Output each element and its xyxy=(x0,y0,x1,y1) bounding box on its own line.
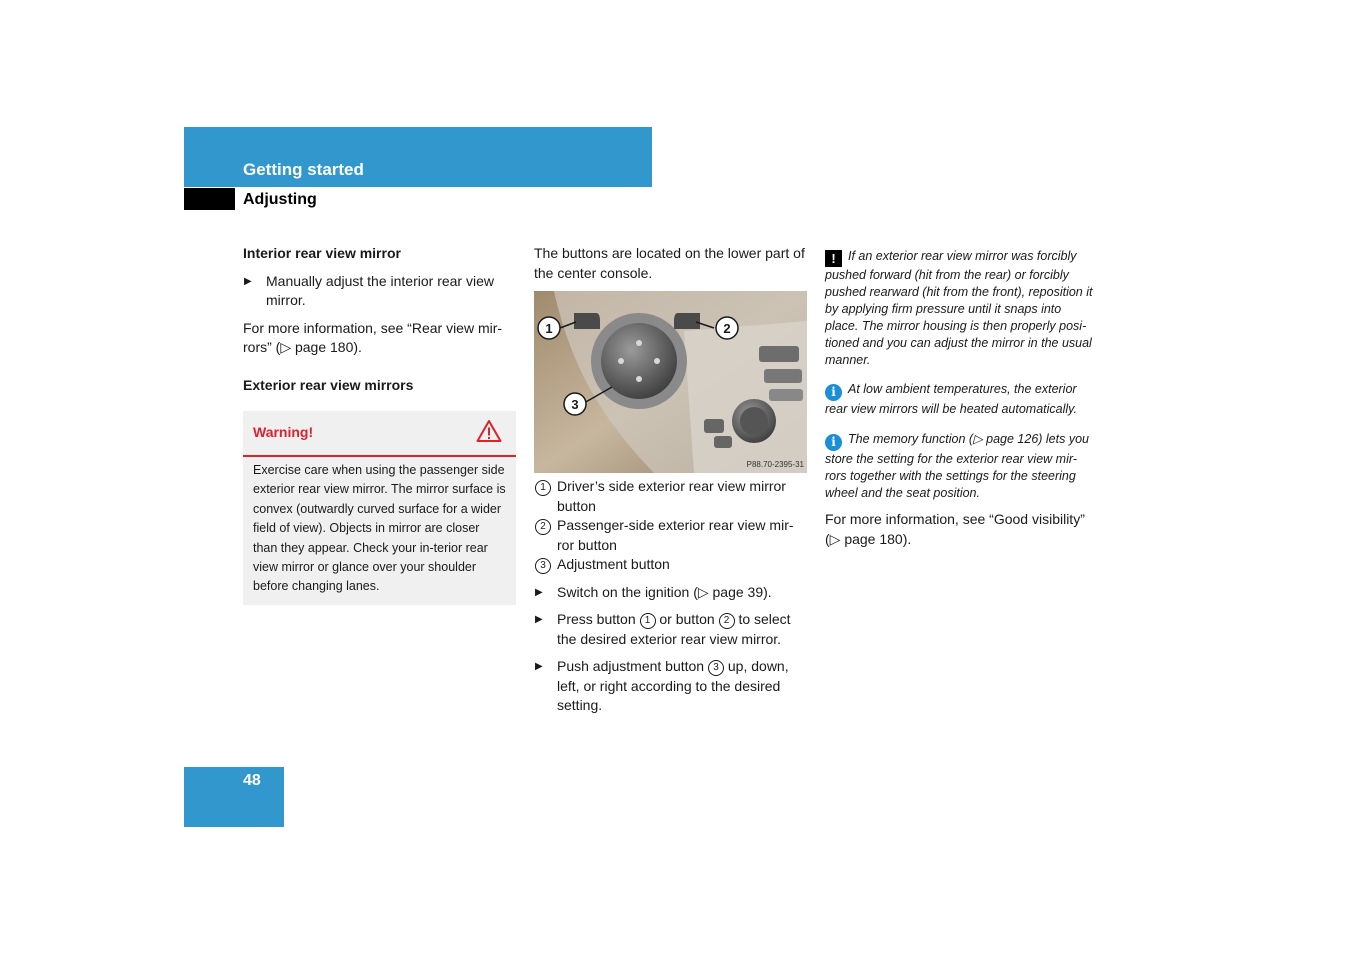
column-middle xyxy=(534,244,807,716)
legend-item xyxy=(534,477,807,516)
svg-text:2: 2 xyxy=(723,321,731,336)
svg-text:3: 3 xyxy=(571,397,579,412)
instruction-item xyxy=(534,657,807,716)
info-icon: i xyxy=(825,434,842,451)
legend-list xyxy=(534,477,807,575)
callout-number: 2 xyxy=(719,613,735,629)
warning-triangle-icon xyxy=(476,419,502,443)
callout-number: 1 xyxy=(640,613,656,629)
photo-code: P88.70-2395-31 xyxy=(746,460,804,469)
center-console-photo xyxy=(534,291,807,473)
triangle-bullet-icon: ▶ xyxy=(244,275,252,287)
triangle-bullet-icon: ▶ xyxy=(535,586,543,598)
info-icon: i xyxy=(825,384,842,401)
legend-text: Adjustment button xyxy=(557,556,670,572)
heading-exterior-mirrors: Exterior rear view mirrors xyxy=(243,376,414,393)
triangle-bullet-icon: ▶ xyxy=(535,614,543,625)
instruction-item xyxy=(243,272,516,311)
legend-text: Passenger-side exterior rear view mir-ror button xyxy=(557,517,794,553)
callout-number: 2 xyxy=(535,519,551,535)
instruction-text: Press button xyxy=(557,611,636,627)
instruction-item xyxy=(534,610,807,649)
section-marker xyxy=(184,188,235,210)
instruction-text: to select the desired exterior rear view mirror. xyxy=(557,611,791,647)
info-text: For more information, see “Rear view mir-rors” (▷ page 180). xyxy=(243,319,503,355)
note-text: If an exterior rear view mirror was forcibly pushed forward (hit from the rear) or forcibly pushed rearward (hit from the front), reposition it by applying firm pressure until it snaps into place. The mirror housing is then properly posi-tioned and you can adjust the mirror in the usual manner. xyxy=(825,249,1093,367)
instruction-text: Manually adjust the interior rear view mirror. xyxy=(266,272,494,308)
info-note xyxy=(825,431,1097,502)
column-right xyxy=(825,248,1097,549)
info-text: For more information, see “Good visibility” (▷ page 180). xyxy=(825,511,1085,547)
legend-item xyxy=(534,516,807,555)
triangle-bullet-icon: ▶ xyxy=(535,661,543,672)
info-note xyxy=(825,381,1097,418)
callout-number: 1 xyxy=(535,480,551,496)
callout-number: 3 xyxy=(708,660,724,676)
note-text: At low ambient temperatures, the exterior rear view mirrors will be heated automatically. xyxy=(825,382,1077,417)
subsection-title: Adjusting xyxy=(243,191,317,208)
instruction-text: up, down, left, or right according to the desired setting. xyxy=(557,658,789,713)
legend-item xyxy=(534,555,807,575)
warning-header xyxy=(243,411,516,457)
section-title: Getting started xyxy=(243,160,364,179)
instruction-text: Switch on the ignition (▷ page 39). xyxy=(557,583,772,600)
intro-text: The buttons are located on the lower part of the center console. xyxy=(534,245,805,281)
page-number: 48 xyxy=(243,772,261,789)
note-text: The memory function (▷ page 126) lets you store the setting for the exterior rear view mir-rors together with the settings for the steering wheel and the seat position. xyxy=(825,432,1089,501)
instruction-item xyxy=(534,583,807,603)
heading-interior-mirror: Interior rear view mirror xyxy=(243,245,401,261)
callout-number: 3 xyxy=(535,558,551,574)
console-illustration xyxy=(534,291,807,473)
page-number-box xyxy=(184,767,284,827)
instruction-text: or button xyxy=(659,611,715,627)
legend-text: Driver’s side exterior rear view mirror button xyxy=(557,478,786,514)
instruction-text: Push adjustment button xyxy=(557,658,705,674)
svg-text:1: 1 xyxy=(545,321,553,336)
column-left xyxy=(243,244,516,605)
warning-title: Warning! xyxy=(253,424,314,440)
exclamation-icon: ! xyxy=(825,250,842,267)
warning-box xyxy=(243,411,516,605)
warning-body: Exercise care when using the passenger side exterior rear view mirror. The mirror surface is convex (outwardly curved surface for a wider field of view). Objects in mirror are closer than they appear. Check your in-terior rear view mirror or glance over your shoulder before changing lanes. xyxy=(253,463,506,594)
caution-note xyxy=(825,248,1097,368)
